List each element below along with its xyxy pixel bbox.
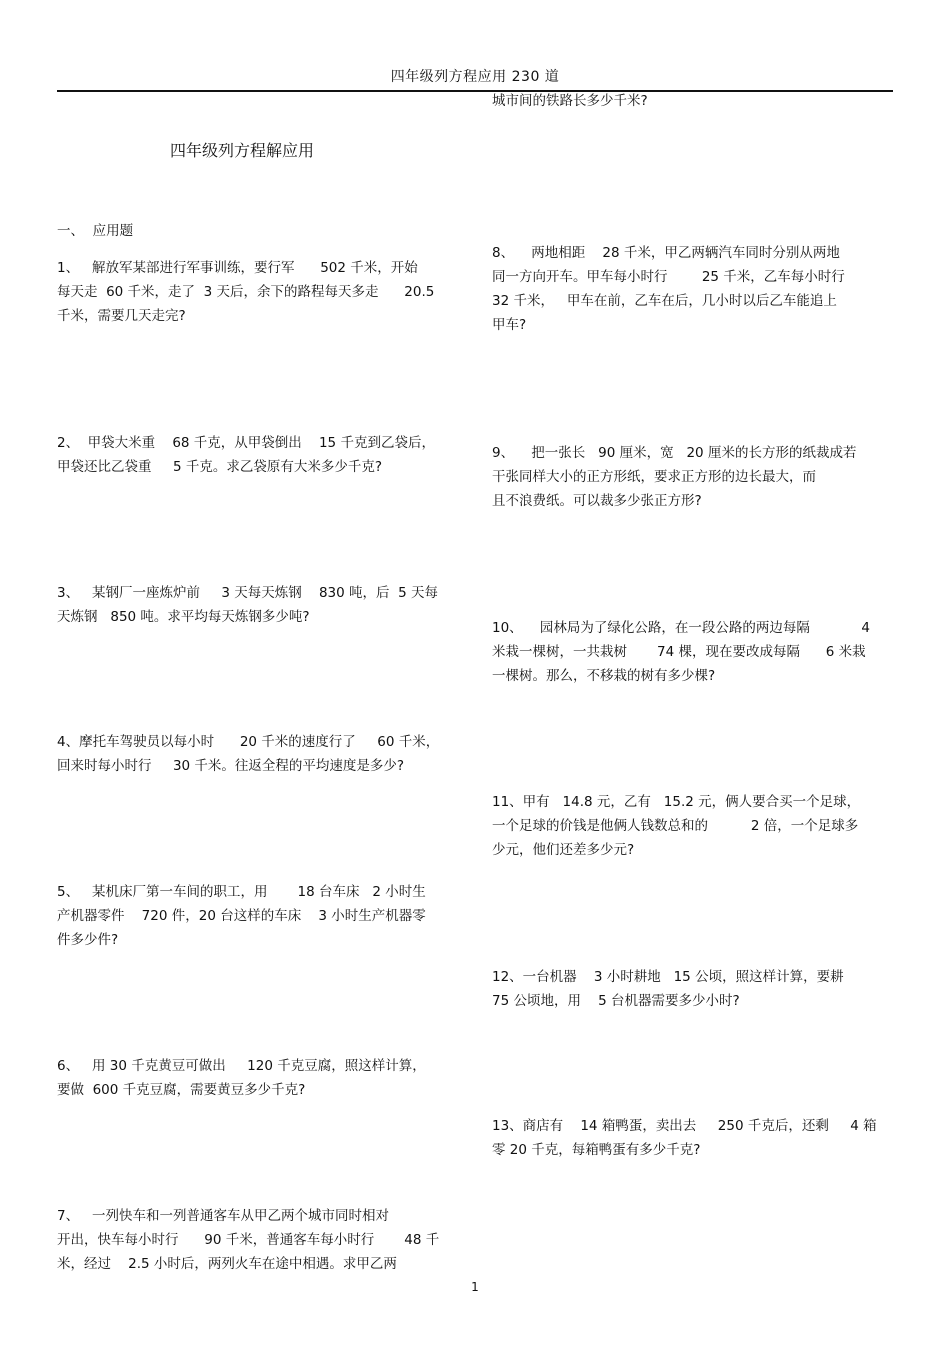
problem-11 [492,790,892,862]
problem-line: 件多少件? [57,932,119,948]
section-heading: 一、 应用题 [57,223,134,239]
page-number: 1 [471,1280,479,1294]
running-header-title: 四年级列方程应用 230 道 [390,69,560,85]
problem-line: 1、 解放军某部进行军事训练，要行军 502 千米，开始 [57,260,418,276]
problem-line: 每天走 60 千米，走了 3 天后，余下的路程每天多走 20.5 [57,284,435,300]
problem-line: 12、一台机器 3 小时耕地 15 公顷，照这样计算，要耕 [492,969,844,985]
problem-line: 32 千米， 甲车在前，乙车在后，几小时以后乙车能追上 [492,293,837,309]
problem-10 [492,616,892,688]
problem-line: 回来时每小时行 30 千米。往返全程的平均速度是多少? [57,758,405,774]
problem-line: 米栽一棵树，一共栽树 74 棵，现在要改成每隔 6 米栽 [492,644,866,660]
problem-13 [492,1114,892,1162]
problem-7-continuation [492,89,892,113]
problem-line: 一棵树。那么，不移栽的树有多少棵? [492,668,716,684]
problem-line: 10、 园林局为了绿化公路，在一段公路的两边每隔 4 [492,620,870,636]
problem-3 [57,581,457,629]
problem-line: 4、摩托车驾驶员以每小时 20 千米的速度行了 60 千米， [57,734,440,750]
problem-line: 天炼钢 850 吨。求平均每天炼钢多少吨? [57,609,310,625]
problem-line: 城市间的铁路长多少千米? [492,93,648,109]
problem-line: 少元，他们还差多少元? [492,842,635,858]
problem-line: 零 20 千克，每箱鸭蛋有多少千克? [492,1142,701,1158]
problem-line: 要做 600 千克豆腐，需要黄豆多少千克? [57,1082,306,1098]
problem-line: 同一方向开车。甲车每小时行 25 千米，乙车每小时行 [492,269,845,285]
problem-5 [57,880,457,952]
problem-line: 甲车? [492,317,527,333]
problem-line: 6、 用 30 千克黄豆可做出 120 千克豆腐，照这样计算， [57,1058,426,1074]
problem-line: 产机器零件 720 件，20 台这样的车床 3 小时生产机器零 [57,908,426,924]
problem-line: 米，经过 2.5 小时后，两列火车在途中相遇。求甲乙两 [57,1256,397,1272]
problem-line: 开出，快车每小时行 90 千米，普通客车每小时行 48 千 [57,1232,440,1248]
problem-line: 13、商店有 14 箱鸭蛋，卖出去 250 千克后，还剩 4 箱 [492,1118,877,1134]
problem-line: 2、 甲袋大米重 68 千克，从甲袋倒出 15 千克到乙袋后， [57,435,435,451]
problem-line: 11、甲有 14.8 元，乙有 15.2 元，俩人要合买一个足球， [492,794,861,810]
problem-2 [57,431,457,479]
problem-line: 8、 两地相距 28 千米，甲乙两辆汽车同时分别从两地 [492,245,840,261]
problem-4 [57,730,457,778]
problem-line: 7、 一列快车和一列普通客车从甲乙两个城市同时相对 [57,1208,389,1224]
problem-line: 75 公顷地，用 5 台机器需要多少小时? [492,993,740,1009]
problem-9 [492,441,892,513]
document-title: 四年级列方程解应用 [170,141,315,160]
problem-7 [57,1204,457,1276]
problem-12 [492,965,892,1013]
problem-line: 且不浪费纸。可以裁多少张正方形? [492,493,702,509]
problem-line: 千米，需要几天走完? [57,308,186,324]
problem-8 [492,241,892,337]
problem-1 [57,256,457,328]
problem-line: 一个足球的价钱是他俩人钱数总和的 2 倍，一个足球多 [492,818,859,834]
problem-line: 甲袋还比乙袋重 5 千克。求乙袋原有大米多少千克? [57,459,383,475]
problem-line: 5、 某机床厂第一车间的职工，用 18 台车床 2 小时生 [57,884,426,900]
problem-line: 3、 某钢厂一座炼炉前 3 天每天炼钢 830 吨，后 5 天每 [57,585,438,601]
problem-6 [57,1054,457,1102]
problem-line: 干张同样大小的正方形纸，要求正方形的边长最大，而 [492,469,816,485]
problem-line: 9、 把一张长 90 厘米，宽 20 厘米的长方形的纸裁成若 [492,445,857,461]
